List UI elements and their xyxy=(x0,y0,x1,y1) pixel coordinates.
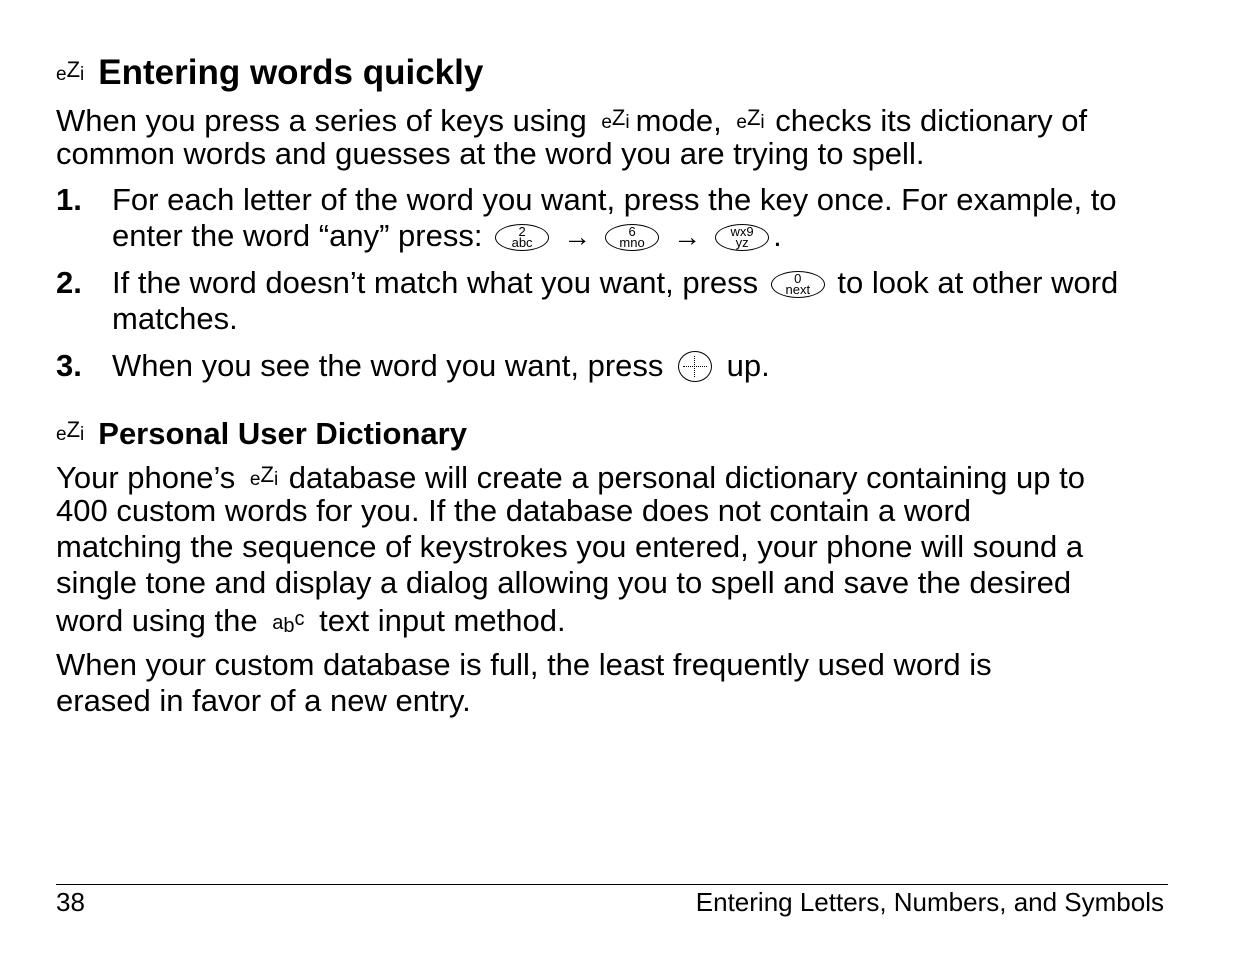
key-0-next-icon: 0 next xyxy=(771,271,825,298)
key-9-icon: wx9 yz xyxy=(715,224,769,251)
step-number: 1. xyxy=(56,182,82,217)
page-number: 38 xyxy=(56,887,85,917)
section-title-text: Personal User Dictionary xyxy=(98,416,467,451)
footer-divider xyxy=(56,884,1168,885)
section-title-personal-dictionary xyxy=(56,414,467,449)
section-title-text: Entering words quickly xyxy=(98,53,484,92)
step-number: 3. xyxy=(56,348,82,383)
arrow-right-icon: → xyxy=(563,221,592,252)
navigation-key-icon xyxy=(678,351,712,382)
key-6-icon: 6 mno xyxy=(605,224,659,251)
key-2-icon: 2 abc xyxy=(495,224,549,251)
intro-paragraph: When you press a series of keys using eZi mode, eZi checks its dictionary of common words and guesses at the word you are trying to spell. xyxy=(56,100,1087,172)
arrow-right-icon: → xyxy=(673,221,702,252)
dictionary-paragraph: Your phone’s eZi database will create a personal dictionary containing up to 400 custom words for you. If the database does not contain a word matching the sequence of keystrokes you entered, your phone will sound a single tone and display a dialog allowing you to spell and save the desired word using the abc text input method. xyxy=(56,457,1085,637)
ezi-mode-icon: eZi xyxy=(56,57,85,85)
document-page: eZi Entering words quickly When you press a series of keys using eZi mode, eZi checks its dictionary of common words and guesses at the word you are trying to spell. 1. For each letter of the word you want, press the key once. For example, to enter the word “any” press: 2 abc → 6 mno → wx9 yz . 2. If the word doesn’t match what you want, press 0 next to look at other word matches. 3. When you see the word you want, press up. eZi Personal User Dictionary Your phone’s eZi database will create a personal dictionary containing up to 400 custom words for you. If the database does not contain a word matching the sequence of keystrokes you entered, your phone will sound a single tone and display a dialog allowing you to spell and save the desired word using the abc text input method. When your custom database is full, the least frequently used word is erased in favor of a new entry. xyxy=(56,53,1119,718)
step-number: 2. xyxy=(56,265,82,300)
ezi-mode-icon: eZi xyxy=(601,105,630,133)
database-full-paragraph: When your custom database is full, the least frequently used word is erased in favor of a new entry. xyxy=(56,647,992,718)
ezi-mode-icon: eZi xyxy=(56,417,85,445)
ezi-mode-icon: eZi xyxy=(736,105,765,133)
running-footer-title: Entering Letters, Numbers, and Symbols xyxy=(695,887,1164,917)
section-title-entering-words xyxy=(56,51,483,90)
ezi-mode-icon: eZi xyxy=(249,462,279,490)
abc-mode-icon: abc xyxy=(272,608,305,637)
